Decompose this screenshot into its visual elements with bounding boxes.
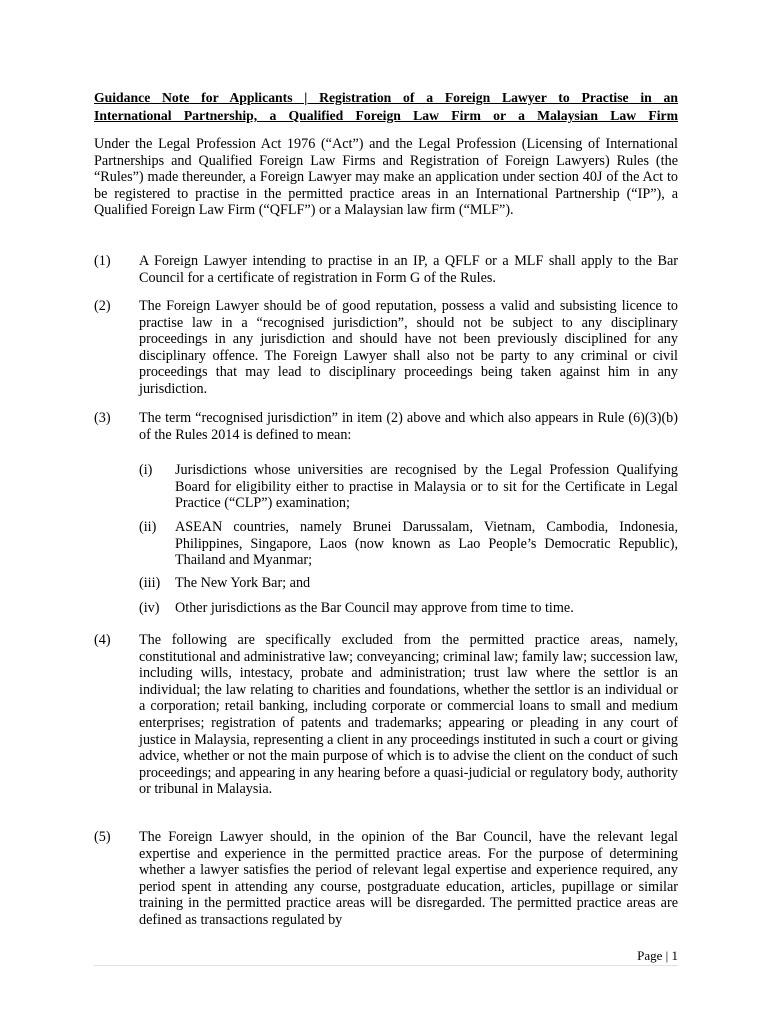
sub-item-number: (ii) [139, 519, 157, 535]
sub-item-text: ASEAN countries, namely Brunei Darussalam, Vietnam, Cambodia, Indonesia, Philippines, Singapore, Laos (now known as Lao People’s Democratic Republic), Thailand and Myanmar; [175, 519, 678, 569]
sub-item-number: (iii) [139, 575, 161, 591]
list-item-5 [94, 829, 678, 929]
page-number: Page | 1 [637, 948, 678, 963]
list-item-1 [94, 253, 678, 286]
list-item-text: The Foreign Lawyer should, in the opinion of the Bar Council, have the relevant legal expertise and experience in the permitted practice areas. For the purpose of determining whether a lawyer satisfies the period of relevant legal expertise and experience required, any period spent in attending any course, postgraduate education, articles, pupillage or similar training in the permitted practice areas will be disregarded. The permitted practice areas are defined as transactions regulated by [139, 829, 678, 928]
title-line-1: Guidance Note for Applicants | Registration of a Foreign Lawyer to Practise in an [94, 90, 678, 105]
list-item-text: The Foreign Lawyer should be of good reputation, possess a valid and subsisting licence to practise law in a “recognised jurisdiction”, should not be subject to any disciplinary proceedings in any jurisdiction and should have not been previously disciplined for any disciplinary offence. The Foreign Lawyer shall also not be party to any criminal or civil proceedings that may lead to disciplinary proceedings being taken against him in any jurisdiction. [139, 298, 678, 397]
list-item-number: (5) [94, 829, 111, 845]
sub-item-text: The New York Bar; and [175, 575, 311, 591]
list-item-text: A Foreign Lawyer intending to practise in an IP, a QFLF or a MLF shall apply to the Bar Council for a certificate of registration in Form G of the Rules. [139, 253, 678, 286]
sub-item-iii [139, 575, 678, 592]
list-item-2 [94, 298, 678, 398]
list-item-number: (4) [94, 632, 111, 648]
intro-paragraph: Under the Legal Profession Act 1976 (“Act”) and the Legal Profession (Licensing of International Partnerships and Qualified Foreign Law Firms and Registration of Foreign Lawyers) Rules (the “Rules”) made thereunder, a Foreign Lawyer may make an application under section 40J of the Act to be registered to practise in the permitted practice areas in an International Partnership (“IP”), a Qualified Foreign Law Firm (“QFLF”) or a Malaysian law firm (“MLF”). [94, 136, 678, 219]
sub-item-text: Jurisdictions whose universities are recognised by the Legal Profession Qualifying Board for eligibility either to practise in Malaysia or to sit for the Certificate in Legal Practice (“CLP”) examination; [175, 462, 678, 512]
list-item-number: (1) [94, 253, 111, 269]
document-title [94, 89, 678, 125]
list-item-text: The following are specifically excluded from the permitted practice areas, namely, constitutional and administrative law; conveyancing; criminal law; family law; succession law, including wills, intestacy, probate and administration; trust law where the settlor is an individual; the law relating to charities and foundations, whether the settlor is an individual or a corporation; retail banking, including corporate or commercial loans to small and medium enterprises; registration of patents and trademarks; appearing or pleading in any court of justice in Malaysia, representing a client in any proceedings instituted in such a court or giving advice, whether or not the main purpose of which is to advise the client on the conduct of such proceedings; and appearing in any hearing before a quasi-judicial or regulatory body, authority or tribunal in Malaysia. [139, 632, 678, 798]
sub-item-ii [139, 519, 678, 569]
sub-item-i [139, 462, 678, 512]
sub-item-iv [139, 600, 678, 617]
sub-item-number: (iv) [139, 600, 160, 616]
list-item-3 [94, 410, 678, 443]
list-item-number: (2) [94, 298, 111, 314]
list-item-4 [94, 632, 678, 798]
list-item-number: (3) [94, 410, 111, 426]
list-item-text: The term “recognised jurisdiction” in item (2) above and which also appears in Rule (6)(3)(b) of the Rules 2014 is defined to mean: [139, 410, 678, 443]
title-line-2: International Partnership, a Qualified Foreign Law Firm or a Malaysian Law Firm [94, 108, 678, 123]
sub-item-text: Other jurisdictions as the Bar Council may approve from time to time. [175, 600, 574, 616]
footer-divider [94, 965, 678, 966]
sub-item-number: (i) [139, 462, 153, 478]
